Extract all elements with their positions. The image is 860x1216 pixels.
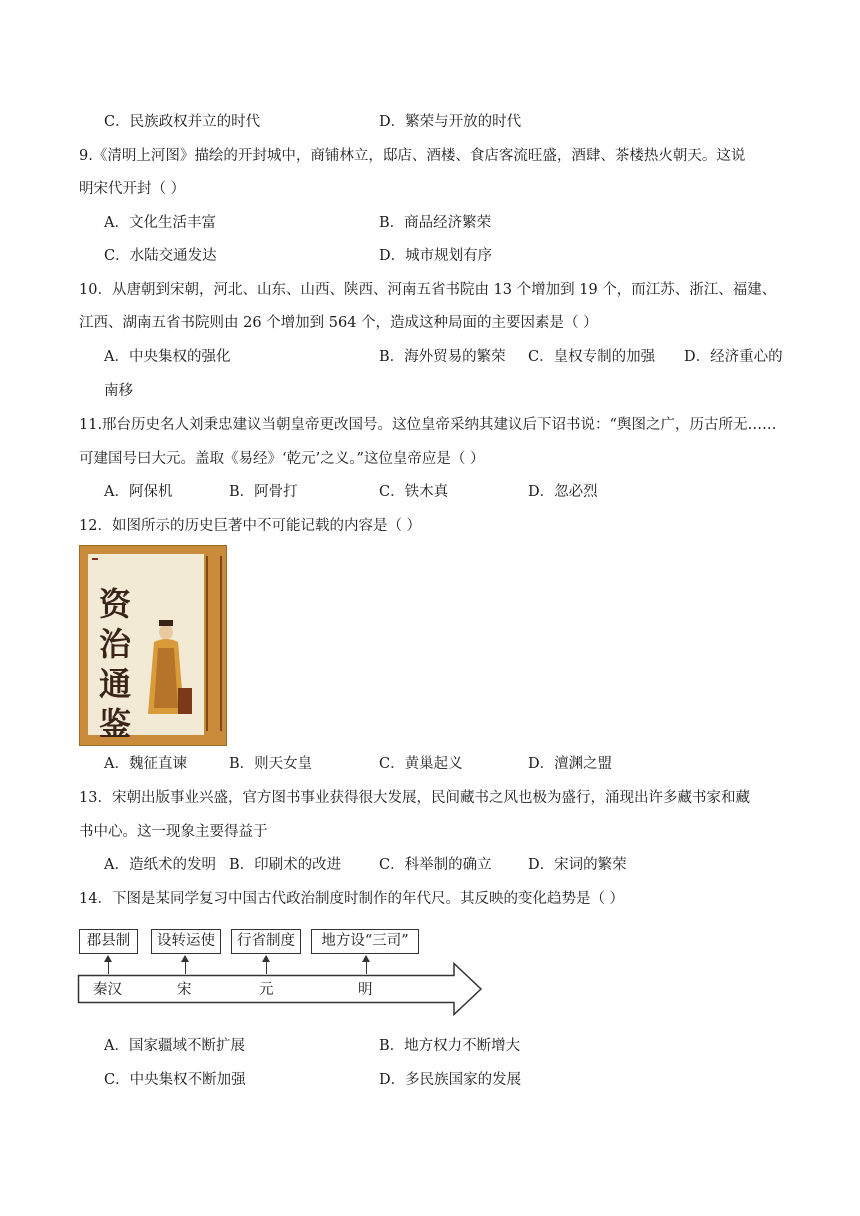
q10-stem-line1: 10．从唐朝到宋朝，河北、山东、山西、陕西、河南五省书院由 13 个增加到 19 个，而江苏、浙江、福建、 [79,282,777,298]
q9-stem-line2: 明宋代开封（ ） [79,181,186,197]
q12-option-c: C．黄巢起义 [379,756,463,772]
timeline-box-junxian: 郡县制 [79,929,138,954]
timeline-era-song: 宋 [177,982,192,998]
q14-option-d: D．多民族国家的发展 [379,1072,522,1088]
q11-option-d: D．忽必烈 [528,484,598,500]
timeline-era-ming: 明 [358,982,373,998]
q8-option-c: C．民族政权并立的时代 [104,114,261,130]
timeline-arrow-bar [77,962,485,1020]
q10-stem-line2: 江西、湖南五省书院则由 26 个增加到 564 个，造成这种局面的主要因素是（ ） [79,315,598,331]
q11-option-c: C．铁木真 [379,484,449,500]
timeline-box-xingsheng: 行省制度 [231,929,301,954]
q14-option-c: C．中央集权不断加强 [104,1072,246,1088]
q13-option-b: B．印刷术的改进 [229,857,342,873]
q11-stem-line2: 可建国号曰大元。盖取《易经》‘乾元’之义。”这位皇帝应是（ ） [79,451,485,467]
q13-option-d: D．宋词的繁荣 [528,857,627,873]
q14-option-a: A．国家疆域不断扩展 [104,1038,245,1054]
cover-series-tag [92,558,98,560]
timeline-era-qinhan: 秦汉 [93,982,122,998]
q12-option-d: D．澶渊之盟 [528,756,613,772]
q9-stem-line1: 9.《清明上河图》描绘的开封城中，商铺林立，邸店、酒楼、食店客流旺盛，酒肆、茶楼热火朝天。这说 [79,148,746,164]
timeline-box-zhuanyunshi: 设转运使 [151,929,221,954]
q10-option-d: D．经济重心的 [684,349,783,365]
q11-option-a: A．阿保机 [104,484,173,500]
book-cover-image [79,545,227,746]
q9-option-d: D．城市规划有序 [379,248,493,264]
q14-option-b: B．地方权力不断增大 [379,1038,521,1054]
q10-option-b: B．海外贸易的繁荣 [379,349,506,365]
q9-option-a: A．文化生活丰富 [104,215,216,231]
q10-option-a: A．中央集权的强化 [104,349,231,365]
q14-stem: 14．下图是某同学复习中国古代政治制度时制作的年代尺。其反映的变化趋势是（ ） [79,891,625,907]
q9-option-c: C．水陆交通发达 [104,248,217,264]
q11-option-b: B．阿骨打 [229,484,298,500]
q12-stem: 12．如图所示的历史巨著中不可能记载的内容是（ ） [79,518,422,534]
q12-option-a: A．魏征直谏 [104,756,187,772]
timeline-box-sansi: 地方设“三司” [311,929,419,954]
q9-option-b: B．商品经济繁荣 [379,215,492,231]
timeline-era-yuan: 元 [259,982,274,998]
q8-option-d: D．繁荣与开放的时代 [379,114,522,130]
q11-stem-line1: 11.邢台历史名人刘秉忠建议当朝皇帝更改国号。这位皇帝采纳其建议后下诏书说：“舆图之广，历古所无…… [79,417,777,433]
q10-option-d-cont: 南移 [104,383,133,399]
q12-option-b: B．则天女皇 [229,756,313,772]
scholar-figure-illustration [144,618,192,718]
cover-title: 资 治 通 鉴 [98,585,131,743]
q10-option-c: C．皇权专制的加强 [528,349,656,365]
q13-stem-line2: 书中心。这一现象主要得益于 [79,824,268,840]
q13-option-a: A．造纸术的发明 [104,857,216,873]
q13-option-c: C．科举制的确立 [379,857,492,873]
q13-stem-line1: 13．宋朝出版事业兴盛，官方图书事业获得很大发展，民间藏书之风也极为盛行，涌现出许多藏书家和藏 [79,790,750,806]
